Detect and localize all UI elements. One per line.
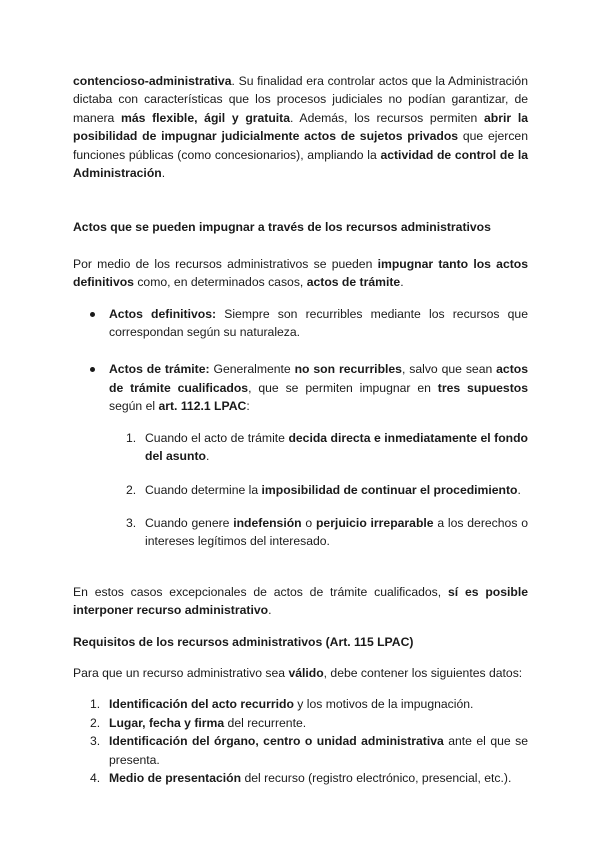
- bullet-item-definitivos: Actos definitivos: Siempre son recurribles mediante los recursos que correspondan según su naturaleza.: [73, 305, 528, 342]
- case-item-2: 2. Cuando determine la imposibilidad de continuar el procedimiento.: [126, 482, 521, 497]
- section-heading-actos: Actos que se pueden impugnar a través de los recursos administrativos: [73, 220, 491, 235]
- requirement-item-3: 3. Identificación del órgano, centro o unidad administrativa ante el que se presenta.: [90, 734, 528, 767]
- bullet-item-tramite: Actos de trámite: Generalmente no son recurribles, salvo que sean actos de trámite cualificados, que se permiten impugnar en tres supuestos según el art. 112.1 LPAC:: [73, 360, 528, 415]
- section-heading-requisitos: Requisitos de los recursos administrativos (Art. 115 LPAC): [73, 634, 414, 649]
- requirement-item-1: 1. Identificación del acto recurrido y los motivos de la impugnación.: [90, 697, 474, 712]
- intro-paragraph: contencioso-administrativa. Su finalidad era controlar actos que la Administración dictaba con características que los procesos judiciales no podían garantizar, de manera más flexible, ágil y gratuita. Además, los recursos permiten abrir la posibilidad de impugnar judicialmente actos de sujetos privados que ejercen funciones públicas (como concesionarios), ampliando la actividad de control de la Administración.: [73, 74, 528, 181]
- acts-bullet-list: [73, 305, 528, 416]
- qualified-cases-list: [73, 429, 528, 551]
- section2-paragraph: Para que un recurso administrativo sea válido, debe contener los siguientes datos:: [73, 665, 523, 680]
- requirements-list: [73, 695, 528, 787]
- bullet-dot-icon: [90, 367, 95, 372]
- case-item-3: 3. Cuando genere indefensión o perjuicio irreparable a los derechos o intereses legítimos del interesado.: [126, 515, 528, 549]
- bullet-dot-icon: [90, 312, 95, 317]
- requirement-item-2: 2. Lugar, fecha y firma del recurrente.: [90, 715, 307, 730]
- case-item-1: 1. Cuando el acto de trámite decida directa e inmediatamente el fondo del asunto.: [126, 430, 528, 464]
- requirement-item-4: 4. Medio de presentación del recurso (registro electrónico, presencial, etc.).: [90, 770, 512, 785]
- closing-paragraph: En estos casos excepcionales de actos de trámite cualificados, sí es posible interponer recurso administrativo.: [73, 584, 528, 618]
- document-page: [73, 72, 528, 787]
- section1-paragraph: Por medio de los recursos administrativos se pueden impugnar tanto los actos definitivos como, en determinados casos, actos de trámite.: [73, 256, 528, 290]
